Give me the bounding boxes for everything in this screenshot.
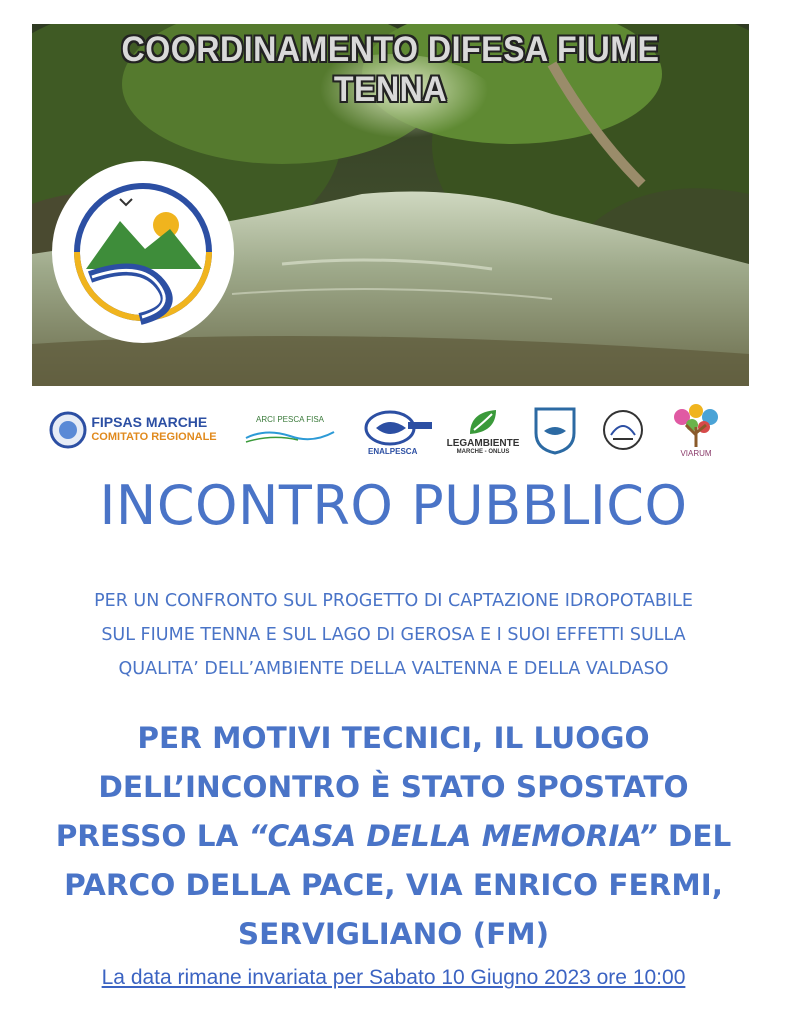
fly-fishing-logo bbox=[600, 396, 646, 464]
fipsas-badge-icon bbox=[49, 411, 87, 449]
shield-icon bbox=[532, 405, 578, 455]
notice-line: DELL’INCONTRO È STATO SPOSTATO bbox=[98, 770, 689, 804]
association-logo bbox=[50, 159, 236, 345]
fly-fishing-icon bbox=[601, 405, 645, 455]
fipsas-logo bbox=[38, 396, 228, 464]
legambiente-leaf-icon bbox=[466, 406, 500, 438]
date-info-line: La data rimane invariata per Sabato 10 Giugno 2023 ore 10:00 bbox=[101, 966, 686, 989]
subtitle-line: PER UN CONFRONTO SUL PROGETTO DI CAPTAZIONE IDROPOTABILE bbox=[94, 591, 693, 611]
subtitle-line: SUL FIUME TENNA E SUL LAGO DI GEROSA E I SUOI EFFETTI SULLA bbox=[101, 625, 686, 645]
venue-name: “CASA DELLA MEMORIA” bbox=[248, 819, 658, 853]
subtitle-line: QUALITA’ DELL’AMBIENTE DELLA VALTENNA E DELLA VALDASO bbox=[118, 659, 669, 679]
enalpesca-name: ENALPESCA bbox=[368, 447, 418, 456]
arci-pesca-logo bbox=[240, 396, 340, 464]
viarum-name: VIARUM bbox=[680, 448, 712, 458]
wave-icon bbox=[242, 424, 338, 446]
venue-change-notice bbox=[20, 714, 767, 959]
notice-line-suffix: DEL bbox=[657, 819, 732, 853]
shield-badge-logo bbox=[530, 396, 580, 464]
legambiente-logo bbox=[440, 396, 526, 464]
notice-line: PARCO DELLA PACE, VIA ENRICO FERMI, bbox=[64, 868, 723, 902]
viarum-logo bbox=[660, 396, 732, 464]
event-title: INCONTRO PUBBLICO bbox=[99, 474, 688, 537]
notice-line bbox=[20, 812, 767, 861]
legambiente-name: LEGAMBIENTE bbox=[446, 437, 520, 449]
notice-line-prefix: PRESSO LA bbox=[55, 819, 249, 853]
fipsas-subtitle: COMITATO REGIONALE bbox=[91, 431, 217, 443]
fipsas-name: FIPSAS MARCHE bbox=[91, 414, 208, 430]
partner-logos bbox=[32, 396, 749, 468]
header-title: COORDINAMENTO DIFESA FIUME TENNA bbox=[121, 30, 660, 109]
enalpesca-logo bbox=[360, 396, 436, 464]
notice-line: SERVIGLIANO (FM) bbox=[237, 917, 550, 951]
event-subtitle bbox=[20, 584, 767, 686]
notice-line: PER MOTIVI TECNICI, IL LUOGO bbox=[137, 721, 650, 755]
enalpesca-fish-icon bbox=[362, 402, 434, 458]
legambiente-subtitle: MARCHE - ONLUS bbox=[456, 448, 510, 455]
viarum-tree-icon bbox=[666, 403, 726, 449]
arci-pesca-name: ARCI PESCA FISA bbox=[255, 414, 325, 424]
